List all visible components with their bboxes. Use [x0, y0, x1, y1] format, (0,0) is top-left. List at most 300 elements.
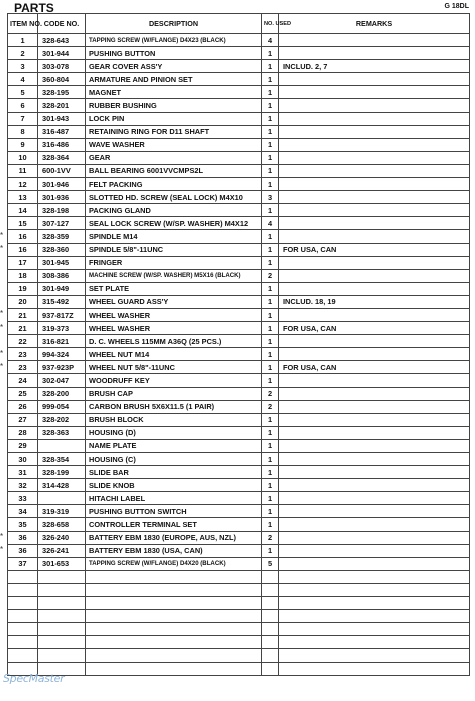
- code-no-cell: 328-364: [38, 151, 86, 164]
- empty-table-row: [8, 623, 470, 636]
- empty-cell: [279, 597, 470, 610]
- description-cell: GEAR COVER ASS'Y: [86, 60, 262, 73]
- no-used-cell: 1: [262, 466, 279, 479]
- watermark-logo: [3, 672, 69, 694]
- remarks-cell: [279, 269, 470, 282]
- item-no-cell: 23: [8, 348, 38, 361]
- empty-cell: [279, 636, 470, 649]
- no-used-cell: 1: [262, 308, 279, 321]
- item-no-cell: 24: [8, 374, 38, 387]
- empty-cell: [8, 583, 38, 596]
- remarks-cell: FOR USA, CAN: [279, 361, 470, 374]
- watermark-text: SpecMaster: [3, 672, 65, 685]
- code-no-cell: 316-486: [38, 138, 86, 151]
- table-row: [8, 308, 470, 321]
- description-cell: PACKING GLAND: [86, 204, 262, 217]
- empty-cell: [279, 662, 470, 675]
- remarks-cell: [279, 191, 470, 204]
- description-cell: WHEEL GUARD ASS'Y: [86, 295, 262, 308]
- remarks-cell: [279, 466, 470, 479]
- empty-cell: [262, 623, 279, 636]
- remarks-cell: [279, 138, 470, 151]
- no-used-cell: 4: [262, 217, 279, 230]
- description-cell: SLIDE KNOB: [86, 479, 262, 492]
- remarks-cell: [279, 479, 470, 492]
- remarks-cell: [279, 335, 470, 348]
- item-no-cell: 25: [8, 387, 38, 400]
- empty-table-row: [8, 649, 470, 662]
- description-cell: LOCK PIN: [86, 112, 262, 125]
- description-cell: WOODRUFF KEY: [86, 374, 262, 387]
- code-no-cell: 937-817Z: [38, 308, 86, 321]
- table-row: [8, 217, 470, 230]
- empty-cell: [279, 570, 470, 583]
- table-row: [8, 34, 470, 47]
- empty-cell: [279, 649, 470, 662]
- change-mark: *: [0, 244, 4, 253]
- model-number: G 18DL: [444, 3, 469, 10]
- code-no-cell: 301-945: [38, 256, 86, 269]
- description-cell: RUBBER BUSHING: [86, 99, 262, 112]
- description-cell: BATTERY EBM 1830 (EUROPE, AUS, NZL): [86, 531, 262, 544]
- page-title: PARTS: [14, 1, 54, 15]
- item-no-cell: 36: [8, 544, 38, 557]
- table-row: [8, 348, 470, 361]
- description-cell: HOUSING (C): [86, 453, 262, 466]
- code-no-cell: 328-198: [38, 204, 86, 217]
- empty-cell: [38, 610, 86, 623]
- col-header-code-no: CODE NO.: [38, 14, 86, 34]
- code-no-cell: 600-1VV: [38, 164, 86, 177]
- code-no-cell: 301-944: [38, 47, 86, 60]
- no-used-cell: 1: [262, 492, 279, 505]
- no-used-cell: 1: [262, 518, 279, 531]
- code-no-cell: 316-821: [38, 335, 86, 348]
- remarks-cell: [279, 531, 470, 544]
- change-mark: *: [0, 322, 4, 332]
- no-used-cell: 1: [262, 164, 279, 177]
- description-cell: CARBON BRUSH 5X6X11.5 (1 PAIR): [86, 400, 262, 413]
- table-row: [8, 387, 470, 400]
- item-no-cell: 26: [8, 400, 38, 413]
- description-cell: BATTERY EBM 1830 (USA, CAN): [86, 544, 262, 557]
- item-no-cell: 35: [8, 518, 38, 531]
- code-no-cell: 316-487: [38, 125, 86, 138]
- remarks-cell: [279, 518, 470, 531]
- item-no-cell: 5: [8, 86, 38, 99]
- description-cell: NAME PLATE: [86, 439, 262, 452]
- table-row: [8, 282, 470, 295]
- description-cell: BALL BEARING 6001VVCMPS2L: [86, 164, 262, 177]
- description-cell: MACHINE SCREW (W/SP. WASHER) M5X16 (BLACK): [86, 269, 262, 282]
- parts-table: [7, 13, 470, 676]
- no-used-cell: 1: [262, 138, 279, 151]
- no-used-cell: 1: [262, 295, 279, 308]
- item-no-cell: 9: [8, 138, 38, 151]
- item-no-cell: 32: [8, 479, 38, 492]
- table-row: [8, 322, 470, 335]
- code-no-cell: 328-658: [38, 518, 86, 531]
- table-row: [8, 439, 470, 452]
- item-no-cell: 28: [8, 426, 38, 439]
- description-cell: HITACHI LABEL: [86, 492, 262, 505]
- remarks-cell: [279, 505, 470, 518]
- no-used-cell: 2: [262, 387, 279, 400]
- no-used-cell: 1: [262, 60, 279, 73]
- remarks-cell: [279, 230, 470, 243]
- table-row: [8, 138, 470, 151]
- empty-cell: [8, 649, 38, 662]
- no-used-cell: 1: [262, 426, 279, 439]
- item-no-cell: 21: [8, 308, 38, 321]
- description-cell: WHEEL WASHER: [86, 308, 262, 321]
- description-cell: RETAINING RING FOR D11 SHAFT: [86, 125, 262, 138]
- code-no-cell: 302-047: [38, 374, 86, 387]
- item-no-cell: 16: [8, 230, 38, 243]
- table-row: [8, 479, 470, 492]
- remarks-cell: INCLUD. 2, 7: [279, 60, 470, 73]
- remarks-cell: FOR USA, CAN: [279, 243, 470, 256]
- no-used-cell: 1: [262, 256, 279, 269]
- item-no-cell: 6: [8, 99, 38, 112]
- description-cell: HOUSING (D): [86, 426, 262, 439]
- description-cell: ARMATURE AND PINION SET: [86, 73, 262, 86]
- table-row: [8, 243, 470, 256]
- empty-cell: [279, 610, 470, 623]
- code-no-cell: 328-360: [38, 243, 86, 256]
- item-no-cell: 8: [8, 125, 38, 138]
- item-no-cell: 30: [8, 453, 38, 466]
- description-cell: SLIDE BAR: [86, 466, 262, 479]
- description-cell: WHEEL WASHER: [86, 322, 262, 335]
- item-no-cell: 36: [8, 531, 38, 544]
- code-no-cell: 319-373: [38, 322, 86, 335]
- no-used-cell: 4: [262, 34, 279, 47]
- no-used-cell: 1: [262, 413, 279, 426]
- remarks-cell: [279, 34, 470, 47]
- empty-table-row: [8, 662, 470, 675]
- description-cell: TAPPING SCREW (W/FLANGE) D4X23 (BLACK): [86, 34, 262, 47]
- description-cell: FELT PACKING: [86, 178, 262, 191]
- table-row: [8, 505, 470, 518]
- table-row: [8, 204, 470, 217]
- table-row: [8, 518, 470, 531]
- remarks-cell: [279, 47, 470, 60]
- remarks-cell: [279, 308, 470, 321]
- remarks-cell: [279, 492, 470, 505]
- code-no-cell: 303-078: [38, 60, 86, 73]
- col-header-description: DESCRIPTION: [86, 14, 262, 34]
- remarks-cell: FOR USA, CAN: [279, 322, 470, 335]
- description-cell: WHEEL NUT 5/8"-11UNC: [86, 361, 262, 374]
- empty-cell: [262, 649, 279, 662]
- change-mark: *: [0, 532, 4, 542]
- table-row: [8, 112, 470, 125]
- table-row: [8, 86, 470, 99]
- table-row: [8, 73, 470, 86]
- item-no-cell: 7: [8, 112, 38, 125]
- remarks-cell: [279, 164, 470, 177]
- no-used-cell: 1: [262, 335, 279, 348]
- no-used-cell: 2: [262, 269, 279, 282]
- table-header-row: [8, 14, 470, 34]
- no-used-cell: 5: [262, 557, 279, 570]
- description-cell: TAPPING SCREW (W/FLANGE) D4X20 (BLACK): [86, 557, 262, 570]
- no-used-cell: 1: [262, 439, 279, 452]
- table-row: [8, 178, 470, 191]
- no-used-cell: 1: [262, 151, 279, 164]
- empty-cell: [8, 597, 38, 610]
- description-cell: WHEEL NUT M14: [86, 348, 262, 361]
- table-row: [8, 531, 470, 544]
- code-no-cell: 315-492: [38, 295, 86, 308]
- code-no-cell: 328-199: [38, 466, 86, 479]
- no-used-cell: 3: [262, 191, 279, 204]
- col-header-no-used: NO. USED: [262, 14, 279, 34]
- empty-cell: [262, 583, 279, 596]
- item-no-cell: 34: [8, 505, 38, 518]
- col-header-remarks: REMARKS: [279, 14, 470, 34]
- empty-table-row: [8, 570, 470, 583]
- remarks-cell: [279, 204, 470, 217]
- empty-cell: [86, 662, 262, 675]
- code-no-cell: 328-363: [38, 426, 86, 439]
- remarks-cell: [279, 86, 470, 99]
- remarks-cell: [279, 125, 470, 138]
- change-mark: *: [0, 309, 4, 319]
- empty-cell: [279, 583, 470, 596]
- code-no-cell: 319-319: [38, 505, 86, 518]
- empty-cell: [38, 597, 86, 610]
- no-used-cell: 1: [262, 505, 279, 518]
- code-no-cell: 328-643: [38, 34, 86, 47]
- description-cell: D. C. WHEELS 115MM A36Q (25 PCS.): [86, 335, 262, 348]
- description-cell: CONTROLLER TERMINAL SET: [86, 518, 262, 531]
- table-row: [8, 125, 470, 138]
- empty-table-row: [8, 583, 470, 596]
- remarks-cell: [279, 413, 470, 426]
- remarks-cell: [279, 453, 470, 466]
- no-used-cell: 1: [262, 230, 279, 243]
- remarks-cell: [279, 348, 470, 361]
- item-no-cell: 1: [8, 34, 38, 47]
- table-row: [8, 426, 470, 439]
- table-row: [8, 413, 470, 426]
- table-row: [8, 466, 470, 479]
- no-used-cell: 1: [262, 479, 279, 492]
- code-no-cell: 328-354: [38, 453, 86, 466]
- description-cell: BRUSH CAP: [86, 387, 262, 400]
- empty-cell: [86, 636, 262, 649]
- table-row: [8, 492, 470, 505]
- empty-cell: [279, 623, 470, 636]
- description-cell: PUSHING BUTTON SWITCH: [86, 505, 262, 518]
- code-no-cell: 301-946: [38, 178, 86, 191]
- no-used-cell: 1: [262, 99, 279, 112]
- code-no-cell: 328-200: [38, 387, 86, 400]
- description-cell: SET PLATE: [86, 282, 262, 295]
- no-used-cell: 1: [262, 374, 279, 387]
- empty-cell: [8, 610, 38, 623]
- item-no-cell: 10: [8, 151, 38, 164]
- remarks-cell: [279, 73, 470, 86]
- remarks-cell: [279, 387, 470, 400]
- no-used-cell: 1: [262, 361, 279, 374]
- table-row: [8, 47, 470, 60]
- empty-cell: [86, 570, 262, 583]
- table-row: [8, 60, 470, 73]
- description-cell: WAVE WASHER: [86, 138, 262, 151]
- no-used-cell: 1: [262, 47, 279, 60]
- code-no-cell: 326-240: [38, 531, 86, 544]
- remarks-cell: [279, 178, 470, 191]
- no-used-cell: 2: [262, 400, 279, 413]
- description-cell: MAGNET: [86, 86, 262, 99]
- empty-cell: [38, 570, 86, 583]
- code-no-cell: 328-359: [38, 230, 86, 243]
- empty-table-row: [8, 610, 470, 623]
- remarks-cell: [279, 112, 470, 125]
- item-no-cell: 21: [8, 322, 38, 335]
- empty-cell: [262, 570, 279, 583]
- remarks-cell: [279, 374, 470, 387]
- table-row: [8, 99, 470, 112]
- table-row: [8, 335, 470, 348]
- table-row: [8, 557, 470, 570]
- code-no-cell: 328-195: [38, 86, 86, 99]
- code-no-cell: 307-127: [38, 217, 86, 230]
- no-used-cell: 1: [262, 544, 279, 557]
- empty-cell: [86, 610, 262, 623]
- change-mark: *: [0, 348, 4, 358]
- code-no-cell: 994-324: [38, 348, 86, 361]
- empty-cell: [38, 623, 86, 636]
- change-mark: *: [0, 230, 4, 240]
- code-no-cell: 301-949: [38, 282, 86, 295]
- item-no-cell: 2: [8, 47, 38, 60]
- item-no-cell: 33: [8, 492, 38, 505]
- item-no-cell: 13: [8, 191, 38, 204]
- change-mark: *: [0, 361, 4, 371]
- description-cell: BRUSH BLOCK: [86, 413, 262, 426]
- item-no-cell: 4: [8, 73, 38, 86]
- no-used-cell: 1: [262, 282, 279, 295]
- empty-cell: [8, 570, 38, 583]
- item-no-cell: 11: [8, 164, 38, 177]
- empty-cell: [8, 636, 38, 649]
- item-no-cell: 27: [8, 413, 38, 426]
- empty-table-row: [8, 636, 470, 649]
- table-row: [8, 361, 470, 374]
- item-no-cell: 20: [8, 295, 38, 308]
- code-no-cell: 301-653: [38, 557, 86, 570]
- empty-table-row: [8, 597, 470, 610]
- remarks-cell: [279, 256, 470, 269]
- item-no-cell: 18: [8, 269, 38, 282]
- code-no-cell: 328-202: [38, 413, 86, 426]
- code-no-cell: 328-201: [38, 99, 86, 112]
- remarks-cell: [279, 544, 470, 557]
- empty-cell: [38, 583, 86, 596]
- item-no-cell: 22: [8, 335, 38, 348]
- item-no-cell: 17: [8, 256, 38, 269]
- no-used-cell: 1: [262, 348, 279, 361]
- empty-cell: [262, 662, 279, 675]
- empty-cell: [262, 597, 279, 610]
- table-row: [8, 269, 470, 282]
- remarks-cell: [279, 151, 470, 164]
- no-used-cell: 2: [262, 531, 279, 544]
- code-no-cell: 314-428: [38, 479, 86, 492]
- code-no-cell: 326-241: [38, 544, 86, 557]
- table-row: [8, 374, 470, 387]
- table-row: [8, 230, 470, 243]
- empty-cell: [262, 636, 279, 649]
- code-no-cell: 360-804: [38, 73, 86, 86]
- change-mark: *: [0, 545, 4, 555]
- no-used-cell: 1: [262, 204, 279, 217]
- no-used-cell: 1: [262, 322, 279, 335]
- no-used-cell: 1: [262, 73, 279, 86]
- code-no-cell: 301-943: [38, 112, 86, 125]
- empty-cell: [38, 636, 86, 649]
- item-no-cell: 14: [8, 204, 38, 217]
- remarks-cell: [279, 99, 470, 112]
- table-row: [8, 400, 470, 413]
- empty-cell: [86, 597, 262, 610]
- empty-cell: [262, 610, 279, 623]
- no-used-cell: 1: [262, 453, 279, 466]
- remarks-cell: [279, 557, 470, 570]
- remarks-cell: [279, 439, 470, 452]
- table-row: [8, 453, 470, 466]
- code-no-cell: 308-386: [38, 269, 86, 282]
- empty-cell: [86, 583, 262, 596]
- description-cell: PUSHING BUTTON: [86, 47, 262, 60]
- description-cell: SPINDLE 5/8"-11UNC: [86, 243, 262, 256]
- item-no-cell: 16: [8, 243, 38, 256]
- col-header-item-no: ITEM NO.: [8, 14, 38, 34]
- description-cell: FRINGER: [86, 256, 262, 269]
- code-no-cell: 937-923P: [38, 361, 86, 374]
- no-used-cell: 1: [262, 243, 279, 256]
- remarks-cell: [279, 282, 470, 295]
- no-used-cell: 1: [262, 112, 279, 125]
- item-no-cell: 3: [8, 60, 38, 73]
- code-no-cell: [38, 439, 86, 452]
- no-used-cell: 1: [262, 178, 279, 191]
- remarks-cell: [279, 400, 470, 413]
- table-row: [8, 151, 470, 164]
- table-row: [8, 191, 470, 204]
- table-row: [8, 164, 470, 177]
- no-used-cell: 1: [262, 86, 279, 99]
- table-row: [8, 295, 470, 308]
- description-cell: SEAL LOCK SCREW (W/SP. WASHER) M4X12: [86, 217, 262, 230]
- empty-cell: [86, 649, 262, 662]
- item-no-cell: 31: [8, 466, 38, 479]
- code-no-cell: 999-054: [38, 400, 86, 413]
- no-used-cell: 1: [262, 125, 279, 138]
- empty-cell: [8, 623, 38, 636]
- item-no-cell: 12: [8, 178, 38, 191]
- table-row: [8, 256, 470, 269]
- description-cell: SLOTTED HD. SCREW (SEAL LOCK) M4X10: [86, 191, 262, 204]
- item-no-cell: 37: [8, 557, 38, 570]
- item-no-cell: 19: [8, 282, 38, 295]
- code-no-cell: 301-936: [38, 191, 86, 204]
- empty-cell: [38, 649, 86, 662]
